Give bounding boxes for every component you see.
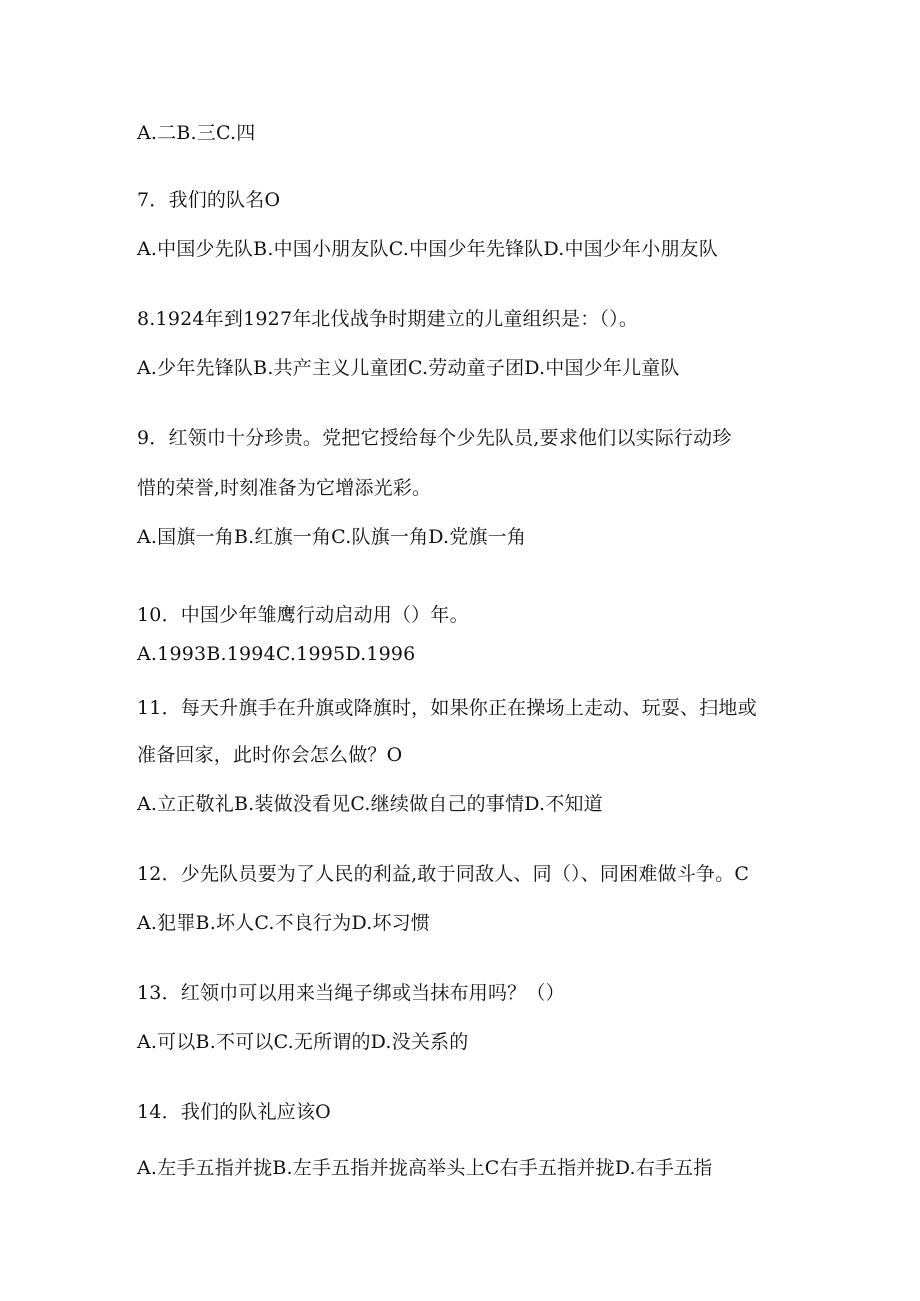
question-10: 10．中国少年雏鹰行动启动用（）年。 [137, 604, 469, 626]
question-9-line-2: 惜的荣誉,时刻准备为它增添光彩。 [137, 477, 432, 499]
answer-options-q13: A.可以B.不可以C.无所谓的D.没关系的 [137, 1031, 469, 1053]
answer-options-q7: A.中国少先队B.中国小朋友队C.中国少年先锋队D.中国少年小朋友队 [137, 238, 719, 260]
answer-options-q10: A.1993B.1994C.1995D.1996 [137, 643, 416, 665]
answer-options-q6: A.二B.三C.四 [137, 122, 256, 144]
answer-options-q11: A.立正敬礼B.装做没看见C.继续做自己的事情D.不知道 [137, 793, 603, 815]
answer-options-q12: A.犯罪B.坏人C.不良行为D.坏习惯 [137, 912, 431, 934]
question-9-line-1: 9．红领巾十分珍贵。党把它授给每个少先队员,要求他们以实际行动珍 [137, 427, 732, 449]
question-12: 12．少先队员要为了人民的利益,敢于同敌人、同（）、同困难做斗争。C [137, 863, 750, 885]
question-14: 14．我们的队礼应该O [137, 1101, 331, 1123]
question-11-line-1: 11．每天升旗手在升旗或降旗时，如果你正在操场上走动、玩耍、扫地或 [137, 697, 757, 719]
question-11-line-2: 准备回家，此时你会怎么做？O [137, 744, 403, 766]
answer-options-q14: A.左手五指并拢B.左手五指并拢高举头上C右手五指并拢D.右手五指 [137, 1157, 713, 1179]
question-7: 7．我们的队名O [137, 189, 281, 211]
answer-options-q8: A.少年先锋队B.共产主义儿童团C.劳动童子团D.中国少年儿童队 [137, 357, 680, 379]
answer-options-q9: A.国旗一角B.红旗一角C.队旗一角D.党旗一角 [137, 526, 527, 548]
question-8: 8.1924年到1927年北伐战争时期建立的儿童组织是：（）。 [137, 308, 639, 330]
question-13: 13．红领巾可以用来当绳子绑或当抹布用吗？（） [137, 982, 565, 1004]
